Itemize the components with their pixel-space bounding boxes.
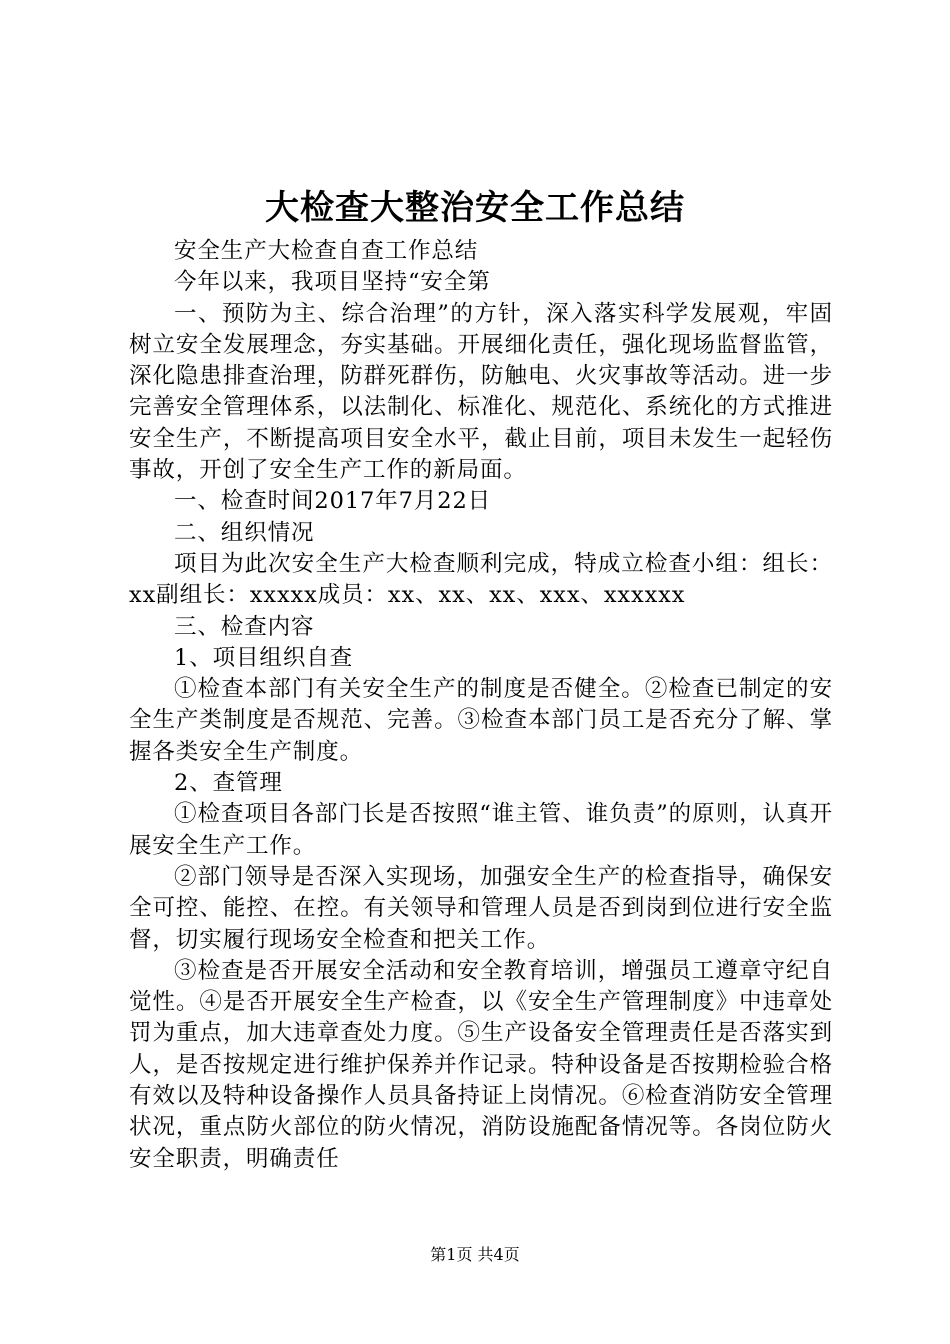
paragraph: ③检查是否开展安全活动和安全教育培训，增强员工遵章守纪自觉性。④是否开展安全生产检查，以《安全生产管理制度》中违章处罚为重点，加大违章查处力度。⑤生产设备安全管理责任是否落实到人，是否按规定进行维护保养并作记录。特种设备是否按期检验合格有效以及特种设备操作人员具备持证上岗情况。⑥检查消防安全管理状况，重点防火部位的防火情况，消防设施配备情况等。各岗位防火安全职责，明确责任 [129,957,833,1172]
paragraph: ①检查本部门有关安全生产的制度是否健全。②检查已制定的安全生产类制度是否规范、完善。③检查本部门员工是否充分了解、掌握各类安全生产制度。 [129,676,833,765]
paragraph: 安全生产大检查自查工作总结 [174,238,479,264]
paragraph: 二、组织情况 [174,519,315,546]
paragraph: 1、项目组织自查 [174,644,354,671]
document-body [129,236,833,1175]
paragraph: 项目为此次安全生产大检查顺利完成，特成立检查小组：组长：xx副组长：xxxxx成员：xx、xx、xx、xxx、xxxxxx [129,550,833,609]
document-title: 大检查大整治安全工作总结 [265,188,685,228]
page-footer: 第1页 共4页 [430,1245,520,1264]
paragraph: 2、查管理 [174,770,283,797]
paragraph: ①检查项目各部门长是否按照“谁主管、谁负责”的原则，认真开展安全生产工作。 [129,801,833,859]
paragraph: ②部门领导是否深入实现场，加强安全生产的检查指导，确保安全可控、能控、在控。有关领导和管理人员是否到岗到位进行安全监督，切实履行现场安全检查和把关工作。 [129,863,833,953]
paragraph: 一、检查时间2017年7月22日 [174,488,492,515]
paragraph: 一、预防为主、综合治理”的方针，深入落实科学发展观，牢固树立安全发展理念，夯实基础。开展细化责任，强化现场监督监管，深化隐患排查治理，防群死群伤，防触电、火灾事故等活动。进一步完善安全管理体系，以法制化、标准化、规范化、系统化的方式推进安全生产，不断提高项目安全水平，截止目前，项目未发生一起轻伤事故，开创了安全生产工作的新局面。 [129,300,833,484]
paragraph: 今年以来，我项目坚持“安全第 [174,269,491,296]
paragraph: 三、检查内容 [174,613,315,640]
